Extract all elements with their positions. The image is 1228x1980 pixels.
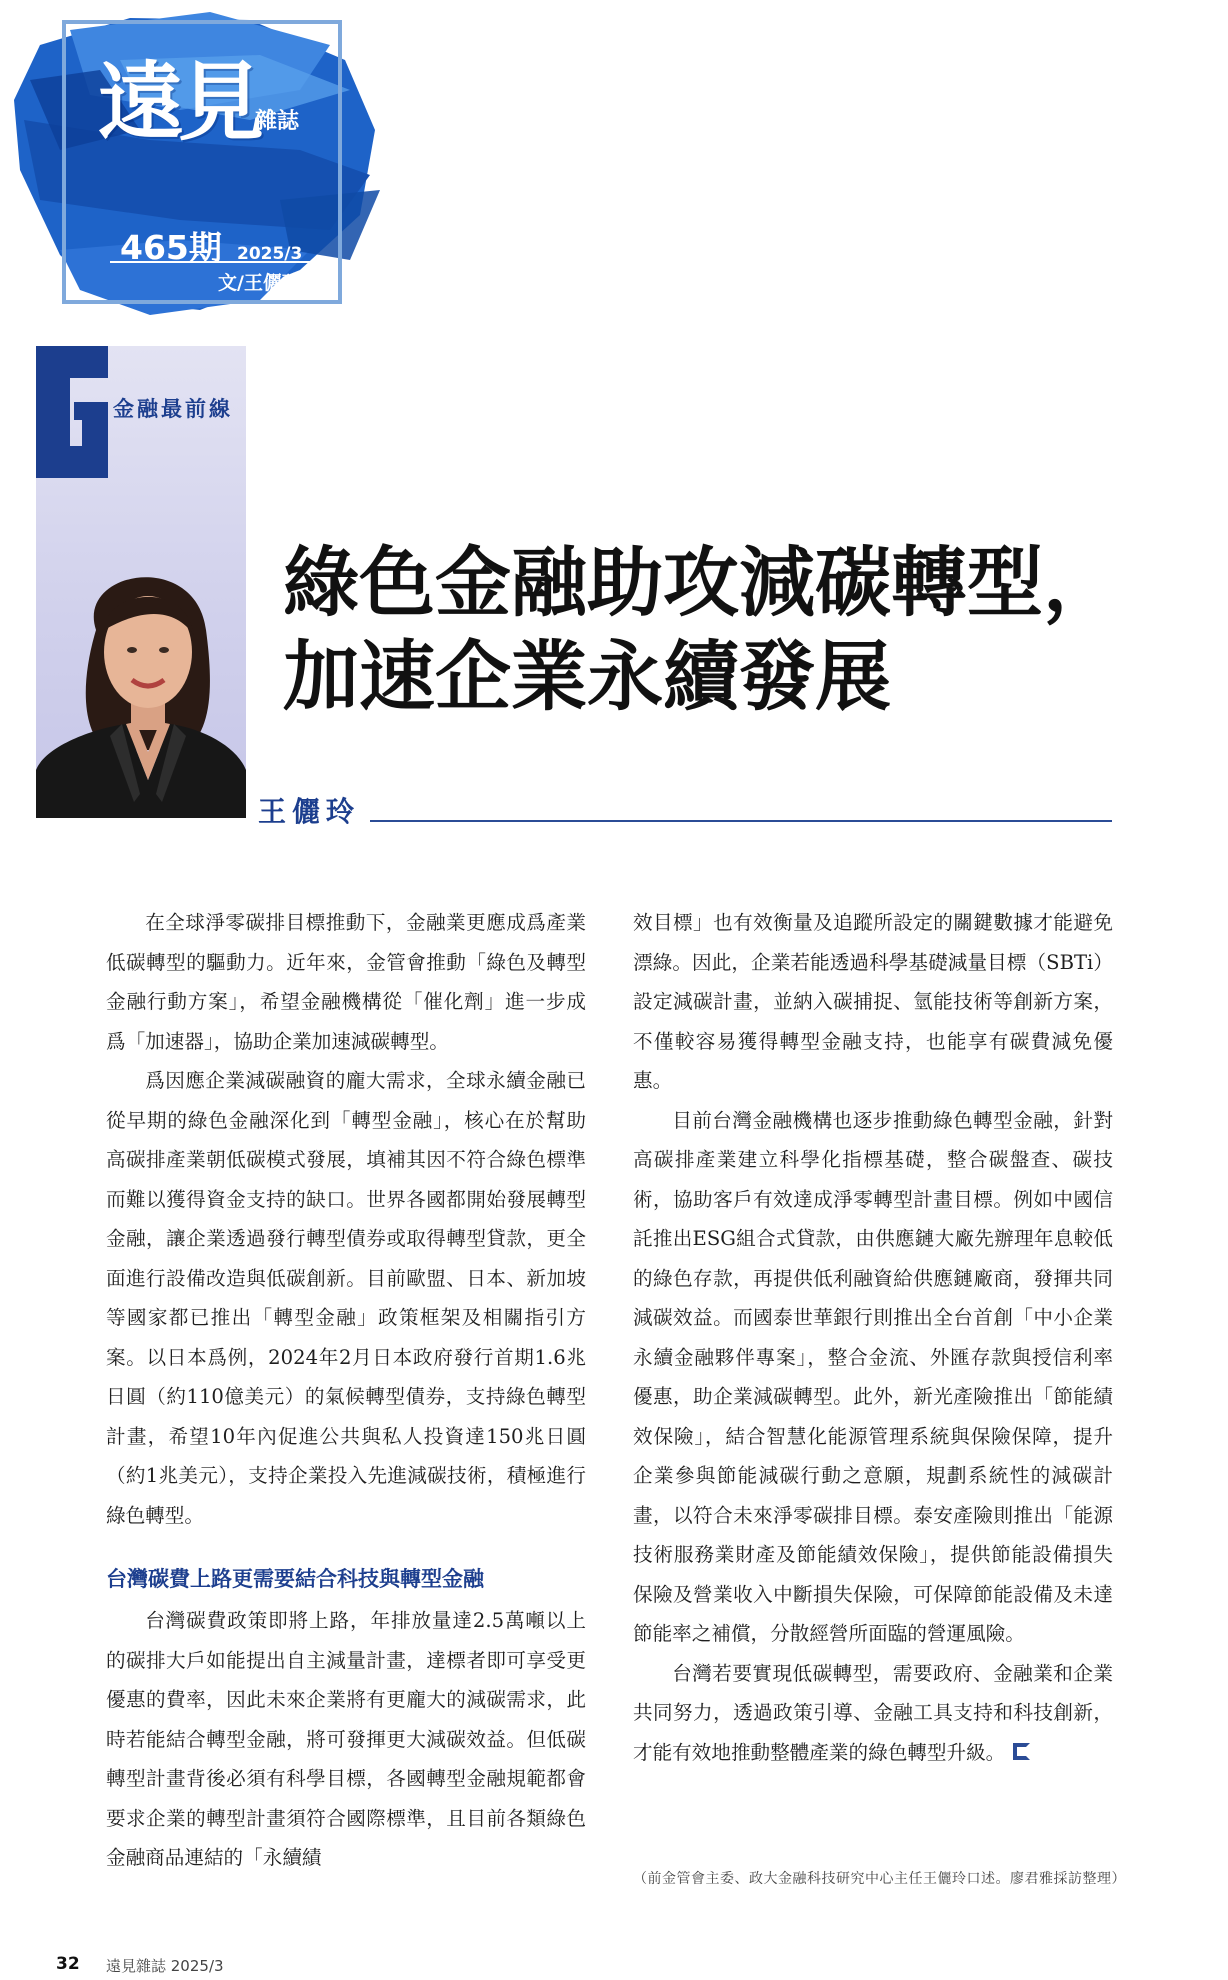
paragraph: 效目標」也有效衡量及追蹤所設定的關鍵數據才能避免漂綠。因此，企業若能透過科學基礎減量目標（SBTi）設定減碳計畫，並納入碳捕捉、氫能技術等創新方案，不僅較容易獲得轉型金融支持，也能享有碳費減免優惠。 bbox=[633, 911, 1113, 1092]
section-subhead: 台灣碳費上路更需要結合科技與轉型金融 bbox=[106, 1567, 484, 1591]
masthead bbox=[0, 0, 400, 330]
article-title-line-1: 綠色金融助攻減碳轉型， bbox=[283, 538, 1119, 627]
brush-stroke-graphic bbox=[0, 0, 400, 330]
article-column-right bbox=[633, 903, 1113, 1772]
magazine-logo: 遠見 bbox=[98, 52, 258, 153]
issue-info bbox=[120, 222, 302, 269]
article-column-left bbox=[106, 903, 586, 1878]
paragraph-final bbox=[633, 1654, 1113, 1773]
paragraph-text: 台灣若要實現低碳轉型，需要政府、金融業和企業共同努力，透過政策引導、金融工具支持和科技創新，才能有效地推動整體產業的綠色轉型升級。 bbox=[633, 1661, 1113, 1764]
source-note: （前金管會主委、政大金融科技研究中心主任王儷玲口述。廖君雅採訪整理） bbox=[633, 1871, 1126, 1887]
end-mark-icon bbox=[1013, 1743, 1030, 1760]
paragraph: 爲因應企業減碳融資的龐大需求，全球永續金融已從早期的綠色金融深化到「轉型金融」，核心在於幫助高碳排產業朝低碳模式發展，填補其因不符合綠色標準而難以獲得資金支持的缺口。世界各國都開始發展轉型金融，讓企業透過發行轉型債券或取得轉型貸款，更全面進行設備改造與低碳創新。目前歐盟、日本、新加坡等國家都已推出「轉型金融」政策框架及相關指引方案。以日本爲例，2024年2月日本政府發行首期1.6兆日圓（約110億美元）的氣候轉型債券，支持綠色轉型計畫，希望10年內促進公共與私人投資達150兆日圓（約1兆美元），支持企業投入先進減碳技術，積極進行綠色轉型。 bbox=[106, 1069, 586, 1527]
paragraph: 台灣碳費政策即將上路，年排放量達2.5萬噸以上的碳排大戶如能提出自主減量計畫，達標者即可享受更優惠的費率，因此未來企業將有更龐大的減碳需求，此時若能結合轉型金融，將可發揮更大減碳效益。但低碳轉型計畫背後必須有科學目標，各國轉型金融規範都會要求企業的轉型計畫須符合國際標準，且目前各類綠色金融商品連結的「永續績 bbox=[106, 1609, 586, 1869]
author-credit: 文/王儷玲 bbox=[218, 272, 301, 294]
page-number: 32 bbox=[56, 1954, 80, 1974]
issue-date: 2025/3 bbox=[236, 244, 303, 264]
column-g-logo bbox=[36, 346, 108, 478]
article-byline: 王儷玲 bbox=[258, 795, 361, 828]
byline-divider bbox=[370, 820, 1112, 822]
magazine-logo-suffix: 雜誌 bbox=[255, 109, 300, 134]
paragraph: 在全球淨零碳排目標推動下，金融業更應成爲產業低碳轉型的驅動力。近年來，金管會推動「綠色及轉型金融行動方案」，希望金融機構從「催化劑」進一步成爲「加速器」，協助企業加速減碳轉型。 bbox=[106, 911, 586, 1053]
column-name: 金融最前線 bbox=[113, 397, 233, 421]
article-title-line-2: 加速企業永續發展 bbox=[283, 632, 891, 721]
article-title bbox=[283, 536, 1143, 724]
paragraph: 目前台灣金融機構也逐步推動綠色轉型金融，針對高碳排產業建立科學化指標基礎，整合碳盤查、碳技術，協助客戶有效達成淨零轉型計畫目標。例如中國信託推出ESG組合式貸款，由供應鏈大廠先辦理年息較低的綠色存款，再提供低利融資給供應鏈廠商，發揮共同減碳效益。而國泰世華銀行則推出全台首創「中小企業永續金融夥伴專案」，整合金流、外匯存款與授信利率優惠，助企業減碳轉型。此外，新光產險推出「節能績效保險」，結合智慧化能源管理系統與保險保障，提升企業參與節能減碳行動之意願，規劃系統性的減碳計畫，以符合未來淨零碳排目標。泰安產險則推出「能源技術服務業財產及節能績效保險」，提供節能設備損失保險及營業收入中斷損失保險，可保障節能設備及未達節能率之補償，分散經營所面臨的營運風險。 bbox=[633, 1108, 1113, 1645]
author-portrait bbox=[36, 540, 246, 818]
issue-number: 465期 bbox=[120, 228, 222, 267]
footer-magazine-issue: 遠見雜誌 2025/3 bbox=[106, 1957, 224, 1975]
